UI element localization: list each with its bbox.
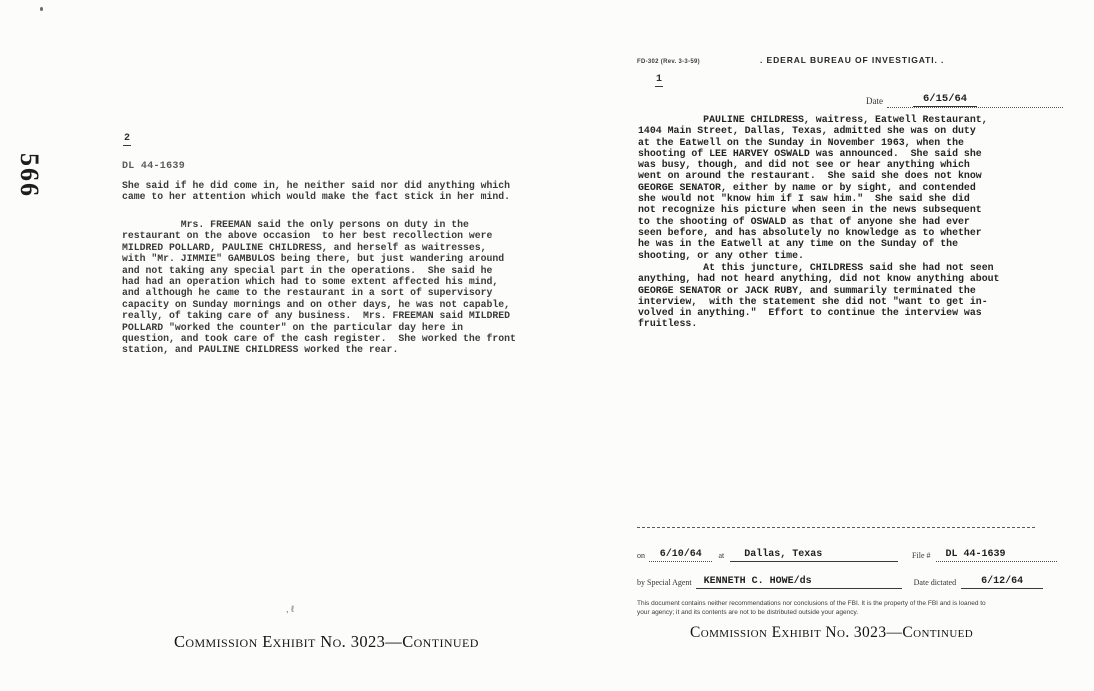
folio-page-number: 566 [15, 153, 44, 198]
text-line: she would not "know him if I saw him." She said she did [638, 193, 970, 205]
interview-date-value: 6/10/64 [649, 549, 712, 562]
dashed-separator-line [637, 527, 1035, 528]
fbi-disclaimer-text [637, 599, 1039, 617]
right-exhibit-caption: Commission Exhibit No. 3023—Continued [690, 624, 974, 641]
date-dictated-label: Date dictated [913, 578, 957, 587]
text-line: volved in anything." Effort to continue the interview was [638, 307, 982, 319]
form-number: FD-302 (Rev. 3-3-59) [637, 59, 700, 65]
footer-form-row-2 [637, 576, 1057, 589]
handwritten-stray-mark: , ℓ [286, 604, 294, 614]
text-line: shooting, or any other time. [638, 249, 804, 261]
left-paragraph-1 [122, 180, 510, 203]
date-dotted-line [887, 88, 1063, 108]
text-line: went on around the restaurant. She said she does not know [638, 170, 982, 182]
date-value: 6/15/64 [913, 93, 977, 107]
file-number-value: DL 44-1639 [936, 549, 1058, 562]
scan-speck [40, 7, 43, 11]
text-line: anything, had not heard anything, did not know anything about [638, 273, 1000, 285]
text-line: he was in the Eatwell at any time on the Sunday of the [638, 238, 959, 250]
text-line: interview, with the statement she did not "want to get in- [638, 295, 988, 307]
special-agent-label: by Special Agent [637, 578, 692, 587]
left-file-number: DL 44-1639 [122, 161, 186, 172]
left-exhibit-caption: Commission Exhibit No. 3023—Continued [174, 632, 479, 651]
text-line: question, and took care of the cash register. She worked the front [122, 333, 516, 345]
left-paragraph-2 [122, 219, 516, 356]
text-line: had had an operation which had to some extent affected his mind, [122, 276, 499, 288]
text-line: PAULINE CHILDRESS, waitress, Eatwell Restaurant, [638, 114, 988, 125]
left-page-number: 2 [124, 133, 131, 144]
text-line: She said if he did come in, he neither said nor did anything which [122, 180, 511, 191]
text-line: with "Mr. JIMMIE" GAMBULOS being there, but just wandering around [122, 253, 505, 265]
text-line: capacity on Sunday mornings and on other days, he was not capable, [122, 298, 511, 310]
date-row [866, 88, 1063, 108]
interview-location-value: Dallas, Texas [730, 549, 898, 562]
text-line: was busy, though, and did not see or hear anything which [638, 159, 970, 171]
right-page-number: 1 [656, 74, 663, 85]
footer-form-row-1 [637, 549, 1057, 562]
text-line: 1404 Main Street, Dallas, Texas, admitted she was on duty [638, 125, 976, 137]
text-line: MILDRED POLLARD, PAULINE CHILDRESS, and herself as waitresses, [122, 241, 487, 253]
text-line: At this juncture, CHILDRESS said she had not seen [638, 262, 994, 273]
date-dictated-value: 6/12/64 [961, 576, 1043, 589]
text-line: to the shooting of OSWALD as that of anyone she had ever [638, 215, 970, 227]
text-line: not recognize his picture when seen in the news subsequent [638, 204, 982, 216]
text-line: shooting of LEE HARVEY OSWALD was announced. She said she [638, 147, 982, 159]
text-line: your agency; it and its contents are not to be distributed outside your agency. [637, 609, 859, 616]
right-paragraph-1 [638, 114, 988, 261]
text-line: GEORGE SENATOR or JACK RUBY, and summarily terminated the [638, 284, 976, 296]
text-line: really, of taking care of any business. Mrs. FREEMAN said MILDRED [122, 310, 511, 322]
special-agent-value: KENNETH C. HOWE/ds [696, 576, 902, 589]
date-label: Date [866, 96, 883, 106]
right-paragraph-2 [638, 262, 999, 330]
text-line: station, and PAULINE CHILDRESS worked the rear. [122, 344, 399, 356]
file-number-label: File # [912, 551, 931, 560]
text-line: at the Eatwell on the Sunday in November 1963, when the [638, 136, 964, 148]
on-label: on [637, 551, 645, 560]
text-line: seen before, and has absolutely no knowledge as to whether [638, 226, 982, 238]
text-line: and although he came to the restaurant in a sort of supervisory [122, 287, 493, 299]
text-line: POLLARD "worked the counter" on the particular day here in [122, 321, 463, 333]
text-line: This document contains neither recommendations nor conclusions of the FBI. It is the property of the FBI and is loaned to [637, 600, 986, 607]
text-line: Mrs. FREEMAN said the only persons on duty in the [122, 219, 469, 230]
text-line: and not taking any special part in the operations. She said he [122, 264, 493, 276]
text-line: restaurant on the above occasion to her best recollection were [122, 230, 493, 242]
bureau-header-title: . EDERAL BUREAU OF INVESTIGATI. . [760, 55, 945, 65]
at-label: at [718, 551, 725, 560]
text-line: fruitless. [638, 318, 698, 330]
text-line: GEORGE SENATOR, either by name or by sight, and contended [638, 181, 976, 193]
text-line: came to her attention which would make the fact stick in her mind. [122, 191, 511, 203]
